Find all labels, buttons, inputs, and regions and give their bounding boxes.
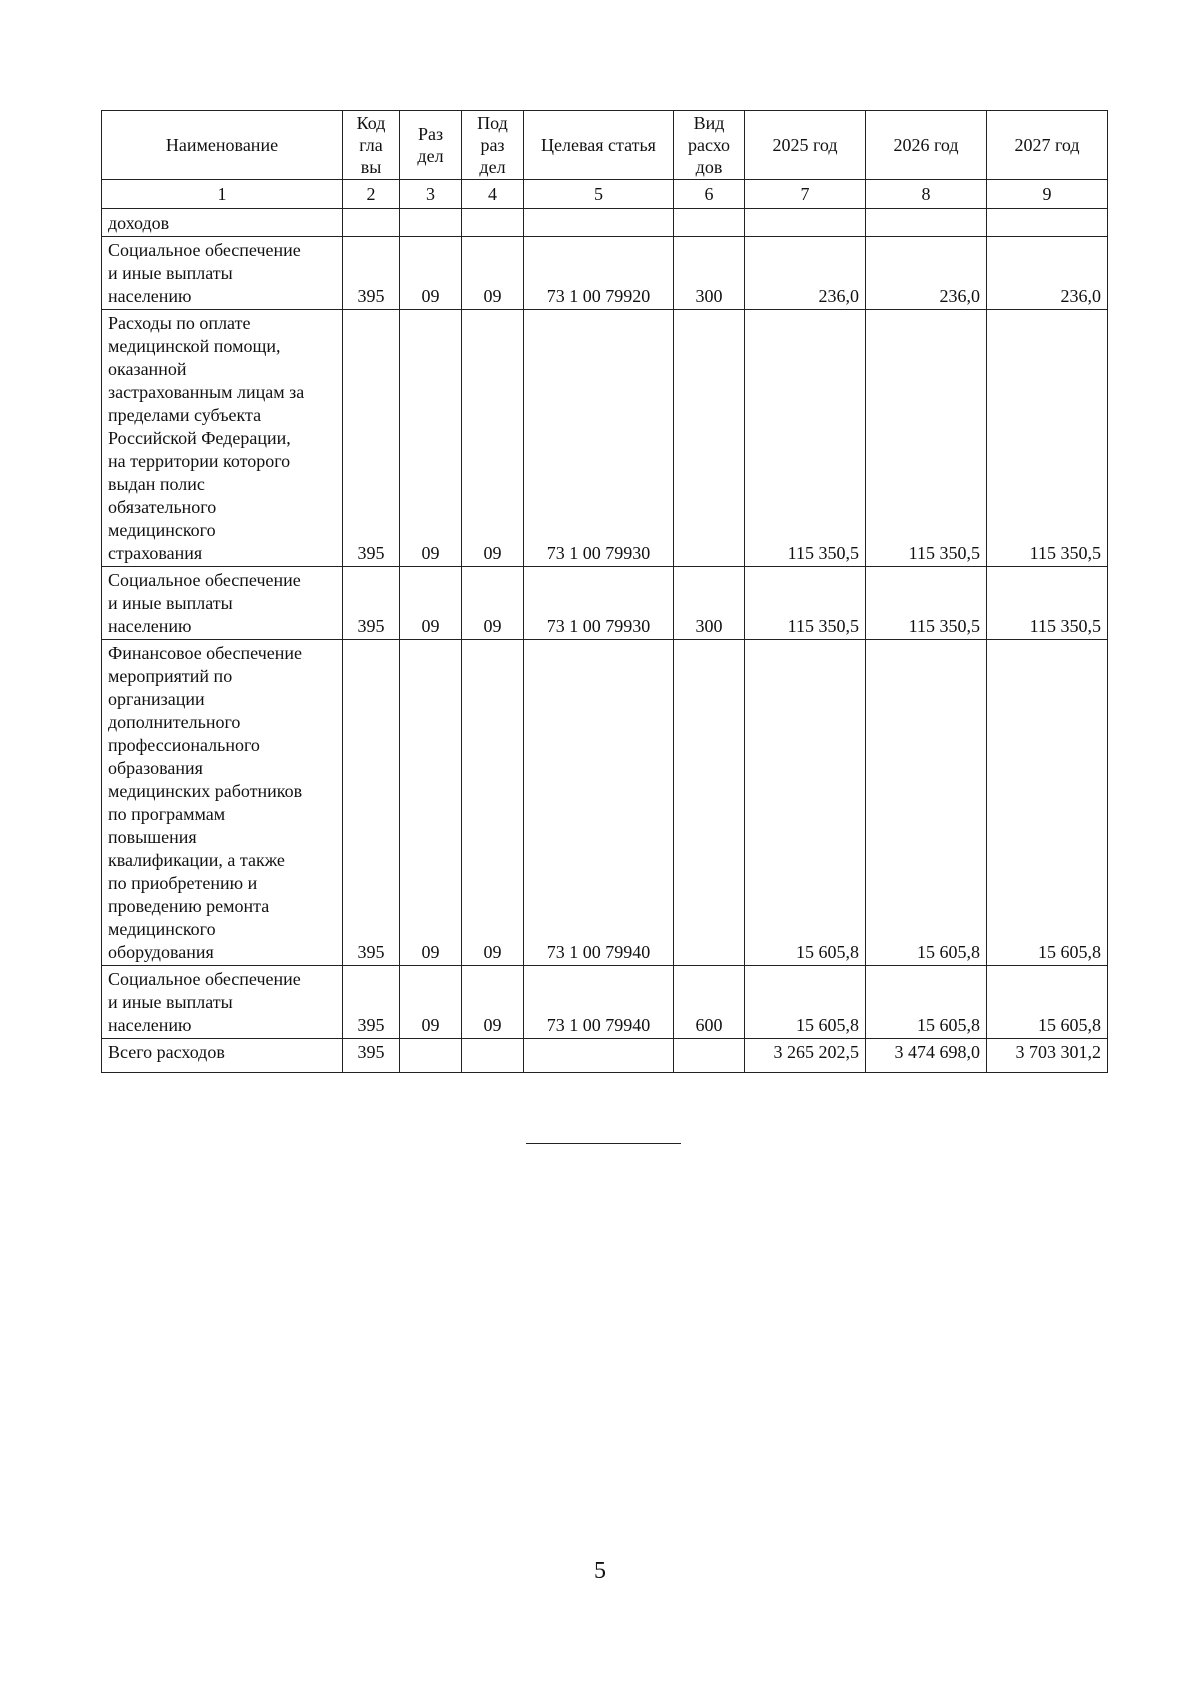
row-section: 09 — [400, 966, 462, 1039]
row-subsection: 09 — [462, 966, 524, 1039]
row-amount-2025: 15 605,8 — [745, 640, 866, 966]
header-chapter-code: Код гла вы — [343, 111, 400, 180]
row-subsection: 09 — [462, 310, 524, 567]
column-number: 7 — [745, 180, 866, 209]
row-expense-type — [674, 209, 745, 237]
row-name: Социальное обеспечение и иные выплаты населению — [102, 966, 343, 1039]
table-row — [102, 966, 1108, 1039]
row-chapter-code: 395 — [343, 310, 400, 567]
header-year-2026: 2026 год — [866, 111, 987, 180]
table-row — [102, 567, 1108, 640]
row-expense-type — [674, 310, 745, 567]
row-amount-2026: 115 350,5 — [866, 310, 987, 567]
total-amount-2025: 3 265 202,5 — [745, 1039, 866, 1073]
row-section — [400, 209, 462, 237]
row-section: 09 — [400, 237, 462, 310]
header-name: Наименование — [102, 111, 343, 180]
row-section: 09 — [400, 567, 462, 640]
row-subsection — [462, 209, 524, 237]
row-target-article: 73 1 00 79930 — [524, 567, 674, 640]
row-amount-2027: 15 605,8 — [987, 966, 1108, 1039]
row-expense-type: 600 — [674, 966, 745, 1039]
total-amount-2027: 3 703 301,2 — [987, 1039, 1108, 1073]
row-subsection: 09 — [462, 640, 524, 966]
row-target-article: 73 1 00 79920 — [524, 237, 674, 310]
row-amount-2027: 15 605,8 — [987, 640, 1108, 966]
row-chapter-code: 395 — [343, 640, 400, 966]
header-year-2025: 2025 год — [745, 111, 866, 180]
total-target-article — [524, 1039, 674, 1073]
row-target-article: 73 1 00 79940 — [524, 640, 674, 966]
row-amount-2027: 115 350,5 — [987, 567, 1108, 640]
row-amount-2026: 15 605,8 — [866, 966, 987, 1039]
row-amount-2025: 115 350,5 — [745, 567, 866, 640]
column-number: 2 — [343, 180, 400, 209]
column-number-row — [102, 180, 1108, 209]
column-number: 5 — [524, 180, 674, 209]
row-amount-2027 — [987, 209, 1108, 237]
header-row — [102, 111, 1108, 180]
row-subsection: 09 — [462, 237, 524, 310]
table-row — [102, 209, 1108, 237]
column-number: 1 — [102, 180, 343, 209]
row-amount-2025 — [745, 209, 866, 237]
row-amount-2025: 115 350,5 — [745, 310, 866, 567]
total-chapter-code: 395 — [343, 1039, 400, 1073]
row-expense-type: 300 — [674, 567, 745, 640]
row-chapter-code: 395 — [343, 966, 400, 1039]
row-name: Финансовое обеспечение мероприятий по организации дополнительного профессионального образования медицинских работников по программам повышения квалификации, а также по приобретению и проведению ремонта медицинского оборудования — [102, 640, 343, 966]
row-chapter-code — [343, 209, 400, 237]
row-amount-2027: 115 350,5 — [987, 310, 1108, 567]
total-label: Всего расходов — [102, 1039, 343, 1073]
row-target-article: 73 1 00 79930 — [524, 310, 674, 567]
budget-table — [101, 110, 1108, 1073]
row-chapter-code: 395 — [343, 237, 400, 310]
header-target-article: Целевая статья — [524, 111, 674, 180]
column-number: 6 — [674, 180, 745, 209]
row-amount-2026: 15 605,8 — [866, 640, 987, 966]
total-expense-type — [674, 1039, 745, 1073]
row-name: Расходы по оплате медицинской помощи, оказанной застрахованным лицам за пределами субъекта Российской Федерации, на территории которого выдан полис обязательного медицинского страхования — [102, 310, 343, 567]
row-amount-2025: 236,0 — [745, 237, 866, 310]
row-amount-2027: 236,0 — [987, 237, 1108, 310]
column-number: 4 — [462, 180, 524, 209]
row-target-article — [524, 209, 674, 237]
column-number: 3 — [400, 180, 462, 209]
header-subsection: Под раз дел — [462, 111, 524, 180]
total-section — [400, 1039, 462, 1073]
row-chapter-code: 395 — [343, 567, 400, 640]
row-section: 09 — [400, 640, 462, 966]
table-row — [102, 237, 1108, 310]
row-amount-2025: 15 605,8 — [745, 966, 866, 1039]
row-amount-2026 — [866, 209, 987, 237]
header-section: Раз дел — [400, 111, 462, 180]
row-target-article: 73 1 00 79940 — [524, 966, 674, 1039]
row-name: доходов — [102, 209, 343, 237]
total-amount-2026: 3 474 698,0 — [866, 1039, 987, 1073]
row-expense-type: 300 — [674, 237, 745, 310]
row-amount-2026: 115 350,5 — [866, 567, 987, 640]
row-name: Социальное обеспечение и иные выплаты населению — [102, 567, 343, 640]
row-amount-2026: 236,0 — [866, 237, 987, 310]
total-row — [102, 1039, 1108, 1073]
header-year-2027: 2027 год — [987, 111, 1108, 180]
column-number: 8 — [866, 180, 987, 209]
table-header — [102, 111, 1108, 209]
row-expense-type — [674, 640, 745, 966]
header-expense-type: Вид расхо дов — [674, 111, 745, 180]
row-name: Социальное обеспечение и иные выплаты населению — [102, 237, 343, 310]
row-section: 09 — [400, 310, 462, 567]
page-number: 5 — [594, 1558, 606, 1584]
table-row — [102, 640, 1108, 966]
table-row — [102, 310, 1108, 567]
total-subsection — [462, 1039, 524, 1073]
table-body — [102, 209, 1108, 1073]
row-subsection: 09 — [462, 567, 524, 640]
end-of-table-divider — [526, 1143, 681, 1144]
column-number: 9 — [987, 180, 1108, 209]
